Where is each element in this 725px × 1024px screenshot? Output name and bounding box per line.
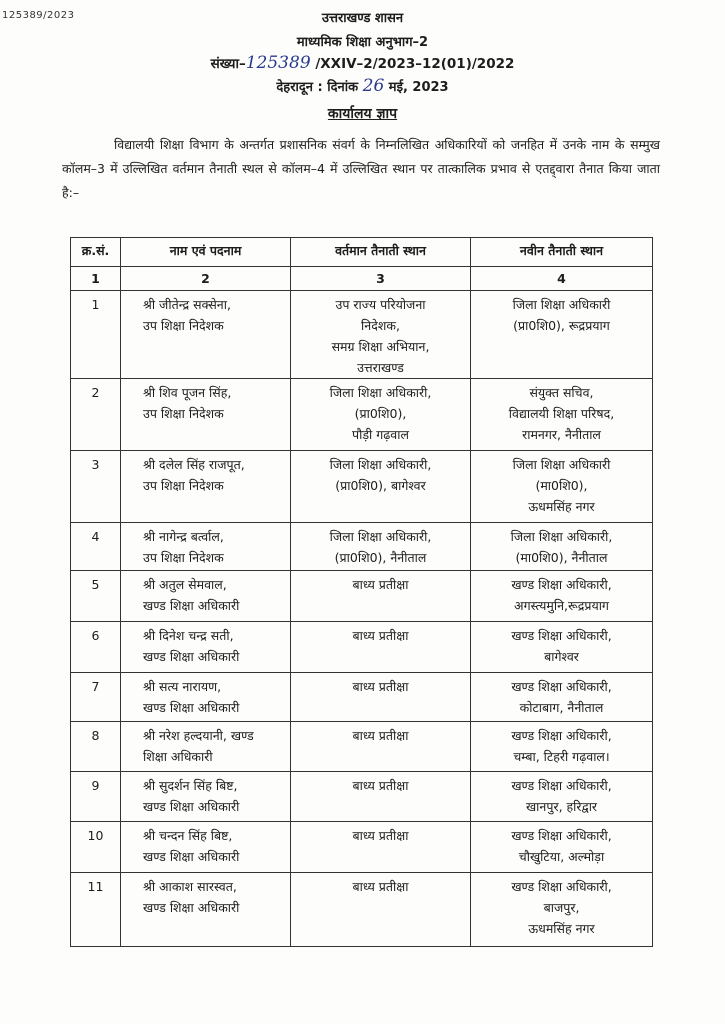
serial-cell: 7 [71, 673, 121, 722]
name-cell: श्री अतुल सेमवाल, खण्ड शिक्षा अधिकारी [121, 571, 291, 622]
new-posting-cell: खण्ड शिक्षा अधिकारी, बाजपुर, ऊधमसिंह नगर [471, 873, 653, 947]
table-row [71, 523, 653, 571]
serial-cell: 11 [71, 873, 121, 947]
date-suffix: मई, 2023 [384, 80, 449, 95]
new-posting-cell: खण्ड शिक्षा अधिकारी, बागेश्वर [471, 622, 653, 673]
current-posting-cell: जिला शिक्षा अधिकारी, (प्रा0शि0), बागेश्वर [291, 451, 471, 523]
date-prefix: देहरादून : दिनांक [276, 80, 363, 95]
new-posting-cell: खण्ड शिक्षा अधिकारी, अगस्त्यमुनि,रूद्रप्रयाग [471, 571, 653, 622]
order-number-prefix: संख्या– [210, 56, 246, 72]
order-date [0, 76, 725, 96]
table-row [71, 291, 653, 379]
header-serial: क्र.सं. [71, 238, 121, 267]
current-posting-cell: बाध्य प्रतीक्षा [291, 772, 471, 822]
current-posting-cell: बाध्य प्रतीक्षा [291, 873, 471, 947]
current-posting-cell: बाध्य प्रतीक्षा [291, 673, 471, 722]
new-posting-cell: खण्ड शिक्षा अधिकारी, खानपुर, हरिद्वार [471, 772, 653, 822]
table-header-row [71, 238, 653, 267]
document-title [0, 104, 725, 123]
new-posting-cell: खण्ड शिक्षा अधिकारी, चम्बा, टिहरी गढ़वाल। [471, 722, 653, 772]
table-row [71, 822, 653, 873]
serial-cell: 5 [71, 571, 121, 622]
serial-cell: 1 [71, 291, 121, 379]
government-heading: उत्तराखण्ड शासन [321, 11, 404, 26]
new-posting-cell: संयुक्त सचिव, विद्यालयी शिक्षा परिषद, रामनगर, नैनीताल [471, 379, 653, 451]
name-cell: श्री दिनेश चन्द्र सती, खण्ड शिक्षा अधिकारी [121, 622, 291, 673]
name-cell: श्री नरेश हल्दयानी, खण्ड शिक्षा अधिकारी [121, 722, 291, 772]
current-posting-cell: बाध्य प्रतीक्षा [291, 722, 471, 772]
header-name: नाम एवं पदनाम [121, 238, 291, 267]
name-cell: श्री जीतेन्द्र सक्सेना, उप शिक्षा निदेशक [121, 291, 291, 379]
serial-cell: 10 [71, 822, 121, 873]
name-cell: श्री सुदर्शन सिंह बिष्ट, खण्ड शिक्षा अधिकारी [121, 772, 291, 822]
new-posting-cell: खण्ड शिक्षा अधिकारी, चौखुटिया, अल्मोड़ा [471, 822, 653, 873]
column-number: 3 [291, 267, 471, 291]
table-row [71, 722, 653, 772]
order-number-suffix: /XXIV–2/2023–12(01)/2022 [310, 56, 515, 72]
new-posting-cell: जिला शिक्षा अधिकारी (मा0शि0), ऊधमसिंह नगर [471, 451, 653, 523]
serial-cell: 6 [71, 622, 121, 673]
serial-cell: 9 [71, 772, 121, 822]
name-cell: श्री सत्य नारायण, खण्ड शिक्षा अधिकारी [121, 673, 291, 722]
table-row [71, 379, 653, 451]
new-posting-cell: जिला शिक्षा अधिकारी, (मा0शि0), नैनीताल [471, 523, 653, 571]
order-number-handwritten: 125389 [245, 53, 311, 73]
table-row [71, 622, 653, 673]
current-posting-cell: बाध्य प्रतीक्षा [291, 822, 471, 873]
current-posting-cell: जिला शिक्षा अधिकारी, (प्रा0शि0), नैनीताल [291, 523, 471, 571]
table-row [71, 571, 653, 622]
order-number [0, 53, 725, 73]
date-handwritten: 26 [362, 76, 385, 96]
serial-cell: 2 [71, 379, 121, 451]
section-heading: माध्यमिक शिक्षा अनुभाग–2 [296, 35, 429, 50]
column-number: 1 [71, 267, 121, 291]
reference-number: 125389/2023 [2, 10, 75, 21]
current-posting-cell: जिला शिक्षा अधिकारी, (प्रा0शि0), पौड़ी गढ़वाल [291, 379, 471, 451]
table-row [71, 451, 653, 523]
serial-cell: 4 [71, 523, 121, 571]
header-current-posting: वर्तमान तैनाती स्थान [291, 238, 471, 267]
table-row [71, 873, 653, 947]
column-number: 4 [471, 267, 653, 291]
new-posting-cell: खण्ड शिक्षा अधिकारी, कोटाबाग, नैनीताल [471, 673, 653, 722]
header-new-posting: नवीन तैनाती स्थान [471, 238, 653, 267]
body-paragraph: विद्यालयी शिक्षा विभाग के अन्तर्गत प्रशासनिक संवर्ग के निम्नलिखित अधिकारियों को जनहित में उनके नाम के सम्मुख कॉलम–3 में उल्लिखित वर्तमान तैनाती स्थल से कॉलम–4 में उल्लिखित स्थान पर तात्कालिक प्रभाव से एतद्द्वारा तैनात किया जाता है:– [62, 137, 660, 200]
serial-cell: 8 [71, 722, 121, 772]
name-cell: श्री चन्दन सिंह बिष्ट, खण्ड शिक्षा अधिकारी [121, 822, 291, 873]
current-posting-cell: बाध्य प्रतीक्षा [291, 571, 471, 622]
table-row [71, 772, 653, 822]
name-cell: श्री दलेल सिंह राजपूत, उप शिक्षा निदेशक [121, 451, 291, 523]
new-posting-cell: जिला शिक्षा अधिकारी (प्रा0शि0), रूद्रप्रयाग [471, 291, 653, 379]
posting-table [70, 237, 653, 947]
table-row [71, 673, 653, 722]
name-cell: श्री नागेन्द्र बर्त्वाल, उप शिक्षा निदेशक [121, 523, 291, 571]
serial-cell: 3 [71, 451, 121, 523]
current-posting-cell: उप राज्य परियोजना निदेशक, समग्र शिक्षा अभियान, उत्तराखण्ड [291, 291, 471, 379]
name-cell: श्री शिव पूजन सिंह, उप शिक्षा निदेशक [121, 379, 291, 451]
document-title-text: कार्यालय ज्ञाप [327, 106, 398, 122]
column-number: 2 [121, 267, 291, 291]
column-number-row [71, 267, 653, 291]
name-cell: श्री आकाश सारस्वत, खण्ड शिक्षा अधिकारी [121, 873, 291, 947]
current-posting-cell: बाध्य प्रतीक्षा [291, 622, 471, 673]
